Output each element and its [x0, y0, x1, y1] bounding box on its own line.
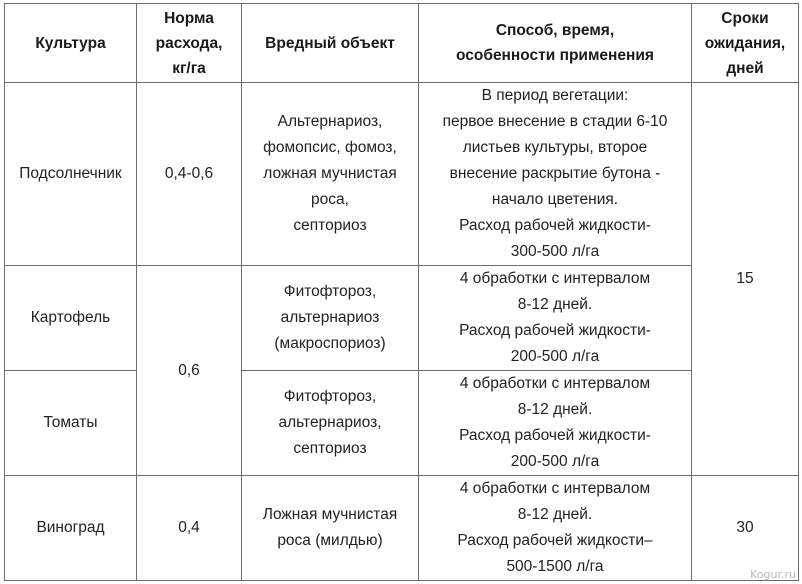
- cell-rate: 0,4-0,6: [137, 83, 242, 266]
- cell-method: В период вегетации: первое внесение в стадии 6-10 листьев культуры, второе внесение раскрытие бутона - начало цветения. Расход рабочей жидкости- 300-500 л/га: [419, 83, 692, 266]
- cell-crop: Подсолнечник: [5, 83, 137, 266]
- watermark: Kogur.ru: [750, 568, 796, 581]
- cell-pest: Ложная мучнистая роса (милдью): [242, 476, 419, 581]
- header-wait: Сроки ожидания, дней: [692, 4, 799, 83]
- cell-crop: Томаты: [5, 371, 137, 476]
- cell-pest: Альтернариоз, фомопсис, фомоз, ложная мучнистая роса, септориоз: [242, 83, 419, 266]
- table-row: [5, 476, 799, 581]
- table-header-row: [5, 4, 799, 83]
- header-crop: Культура: [5, 4, 137, 83]
- table-row: [5, 266, 799, 371]
- cell-pest: Фитофтороз, альтернариоз, септориоз: [242, 371, 419, 476]
- cell-wait: 30: [692, 476, 799, 581]
- cell-crop: Виноград: [5, 476, 137, 581]
- pesticide-table: [4, 3, 799, 581]
- cell-crop: Картофель: [5, 266, 137, 371]
- header-rate: Норма расхода, кг/га: [137, 4, 242, 83]
- cell-method: 4 обработки с интервалом 8-12 дней. Расход рабочей жидкости– 500-1500 л/га: [419, 476, 692, 581]
- cell-wait-merged: 15: [692, 83, 799, 476]
- table-row: [5, 371, 799, 476]
- cell-rate-merged: 0,6: [137, 266, 242, 476]
- table-row: [5, 83, 799, 266]
- header-method: Способ, время, особенности применения: [419, 4, 692, 83]
- cell-pest: Фитофтороз, альтернариоз (макроспориоз): [242, 266, 419, 371]
- cell-method: 4 обработки с интервалом 8-12 дней. Расход рабочей жидкости- 200-500 л/га: [419, 266, 692, 371]
- header-pest: Вредный объект: [242, 4, 419, 83]
- cell-method: 4 обработки с интервалом 8-12 дней. Расход рабочей жидкости- 200-500 л/га: [419, 371, 692, 476]
- cell-rate: 0,4: [137, 476, 242, 581]
